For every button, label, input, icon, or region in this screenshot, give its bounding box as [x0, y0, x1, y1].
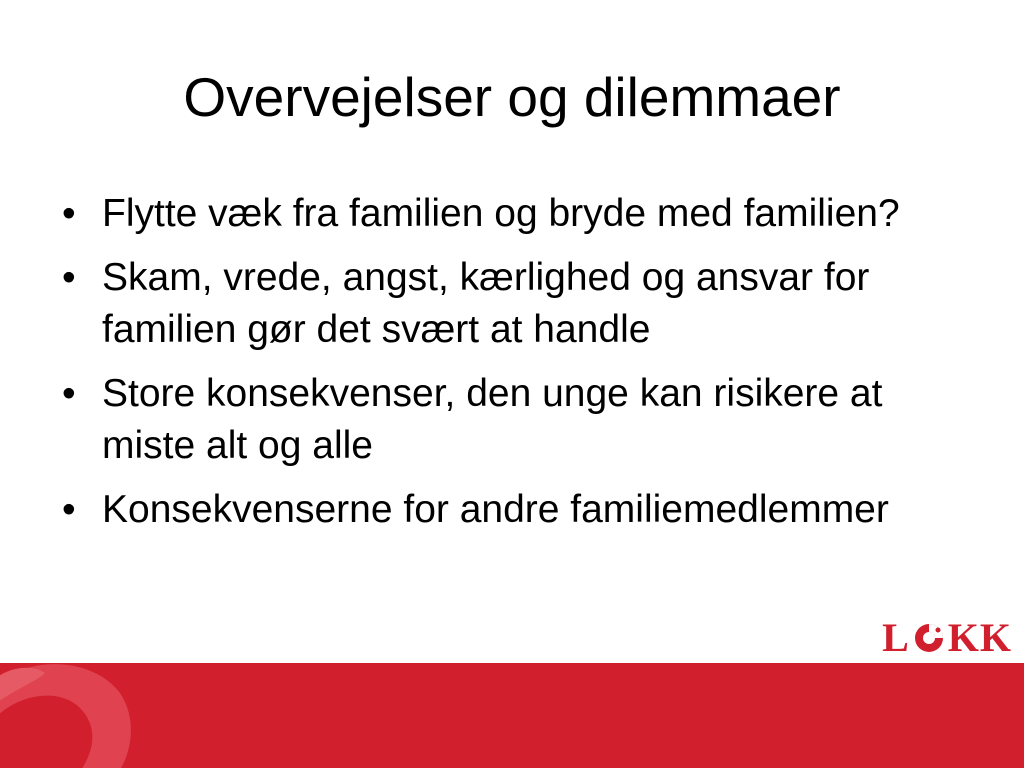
logo-letters-kk: KK [947, 615, 1012, 660]
footer-band [0, 663, 1024, 768]
list-item [60, 188, 980, 240]
bullet-text: Store konsekvenser, den unge kan risikere at miste alt og alle [102, 372, 883, 467]
bullet-text: Flytte væk fra familien og bryde med familien? [102, 192, 900, 235]
slide-title: Overvejelser og dilemmaer [183, 66, 841, 128]
logo-wordmark [882, 616, 1012, 660]
list-item [60, 484, 980, 536]
footer-swirl-graphic [0, 663, 160, 768]
bullet-dot: • [62, 488, 76, 531]
bullet-dot: • [62, 256, 76, 299]
lokk-o-symbol-icon [912, 621, 946, 655]
bullet-text: Konsekvenserne for andre familiemedlemmer [102, 488, 889, 531]
bullet-dot: • [62, 192, 76, 235]
bullet-text: Skam, vrede, angst, kærlighed og ansvar for familien gør det svært at handle [102, 256, 870, 351]
list-item [60, 252, 980, 356]
bullet-list [60, 188, 980, 548]
list-item [60, 368, 980, 472]
logo-letter-l: L [882, 615, 910, 660]
bullet-dot: • [62, 372, 76, 415]
lokk-logo [882, 616, 1012, 660]
